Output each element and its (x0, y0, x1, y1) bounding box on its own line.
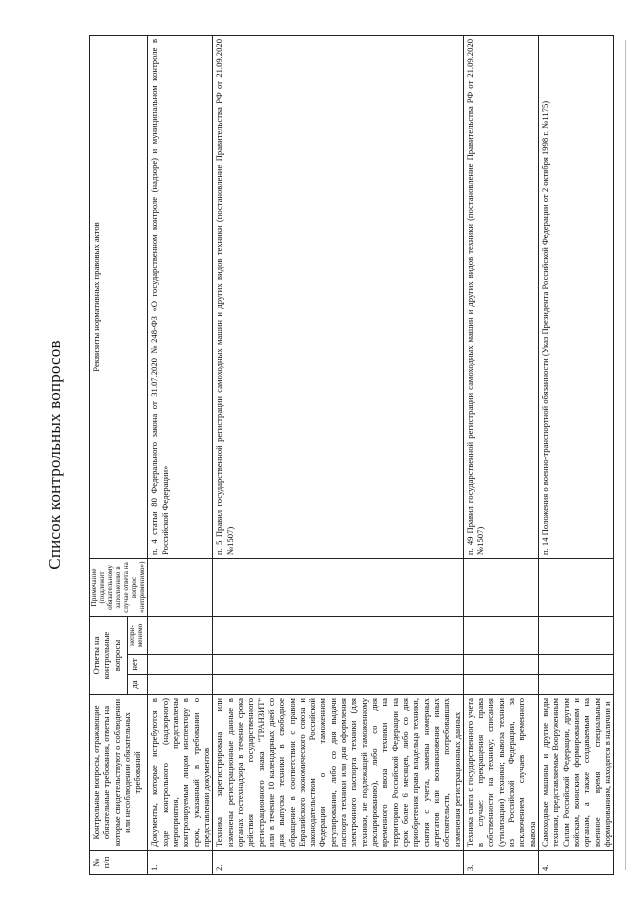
checklist-table (89, 35, 614, 875)
note-cell[interactable] (463, 558, 538, 616)
row-requisites: п. 4 статьи 80 Федерального закона от 31.07.2020 №248-ФЗ «О государственном контроле (надзоре) и муниципальном контроле в Российской Федерации» (148, 36, 213, 559)
answer-na-cell[interactable] (148, 616, 213, 654)
row-requisites: п. 49 Правил государственной регистрации самоходных машин и других видов техники (постановление Правительства РФ от 21.09.2020 №1507) (463, 36, 538, 559)
header-num: № п/п (90, 851, 148, 875)
row-num: 1. (148, 851, 213, 875)
table-row (539, 36, 614, 875)
answer-yes-cell[interactable] (463, 675, 538, 695)
header-no: нет (127, 655, 148, 675)
document-title: Список контрольных вопросов (45, 340, 64, 570)
header-requisites: Реквизиты нормативных правовых актов (90, 36, 148, 559)
header-question: Контрольные вопросы, отражающие обязательные требования, ответы на которые свидетельствуют о соблюдении или несоблюдении обязательных требований (90, 695, 148, 851)
row-num: 2. (213, 851, 464, 875)
row-question: Документы, которые истребуются в ходе контрольного (надзорного) мероприятия, представлены контролируемым лицом инспектору в срок, указанный в требовании о представлении документов (148, 695, 213, 851)
row-question: Техника зарегистрирована или изменены регистрационные данные в органах гостехнадзора в течение срока действия государственного регистрационного знака "ТРАНЗИТ" или в течение 10 календарных дней со дня выпуска техники в свободное обращение в соответствии с правом Евразийского экономического союза и законодательством Российской Федерации о таможенном регулировании, либо со дня выдачи паспорта техники или дня оформления электронного паспорта техники (для техники, не подлежащей таможенному декларированию), либо со дня временного ввоза техники на территорию Российской Федерации на срок более 6 месяцев, либо со дня приобретения права владельца техники, снятия с учета, замены номерных агрегатов или возникновения иных обстоятельств, потребовавших изменения регистрационных данных (213, 695, 464, 851)
header-answers: Ответы на контрольные вопросы (90, 616, 128, 694)
rotated-page (45, 35, 612, 875)
row-num: 3. (463, 851, 538, 875)
row-question: Самоходные машины и другие виды техники, представляемые Вооруженным Силам Российской Федерации, другим войскам, воинским формированиям и органам, а также создаваемым на военное время специальным формированиям, находятся в наличии и (539, 695, 614, 851)
header-yes: да (127, 675, 148, 695)
note-cell[interactable] (148, 558, 213, 616)
note-cell[interactable] (213, 558, 464, 616)
answer-na-cell[interactable] (539, 616, 614, 654)
answer-no-cell[interactable] (213, 655, 464, 675)
answer-yes-cell[interactable] (539, 675, 614, 695)
answer-na-cell[interactable] (463, 616, 538, 654)
scan-edge-line (625, 40, 626, 870)
answer-yes-cell[interactable] (148, 675, 213, 695)
answer-na-cell[interactable] (213, 616, 464, 654)
answer-yes-cell[interactable] (213, 675, 464, 695)
answer-no-cell[interactable] (148, 655, 213, 675)
answer-no-cell[interactable] (539, 655, 614, 675)
table-row (463, 36, 538, 875)
row-question: Техника снята с государственного учета в случае: прекращения права собственности на технику; списания (утилизации) техники; вывоза техники из Российской Федерации, за исключением случаев временного вывоза (463, 695, 538, 851)
header-not-applicable: непри- менимо (127, 616, 148, 654)
header-note: Примечание (подлежит обязательному заполнению в случае ответа на вопрос «неприменимо») (90, 558, 148, 616)
row-num: 4. (539, 851, 614, 875)
row-requisites: п. 5 Правил государственной регистрации самоходных машин и других видов техники (постановление Правительства РФ от 21.09.2020 №1507) (213, 36, 464, 559)
table-header-row (90, 36, 128, 875)
table-row (148, 36, 213, 875)
note-cell[interactable] (539, 558, 614, 616)
answer-no-cell[interactable] (463, 655, 538, 675)
table-row (213, 36, 464, 875)
row-requisites: п. 14 Положения о военно-транспортной обязанности (Указ Президента Российской Федерации от 2 октября 1998 г. №1175) (539, 36, 614, 559)
